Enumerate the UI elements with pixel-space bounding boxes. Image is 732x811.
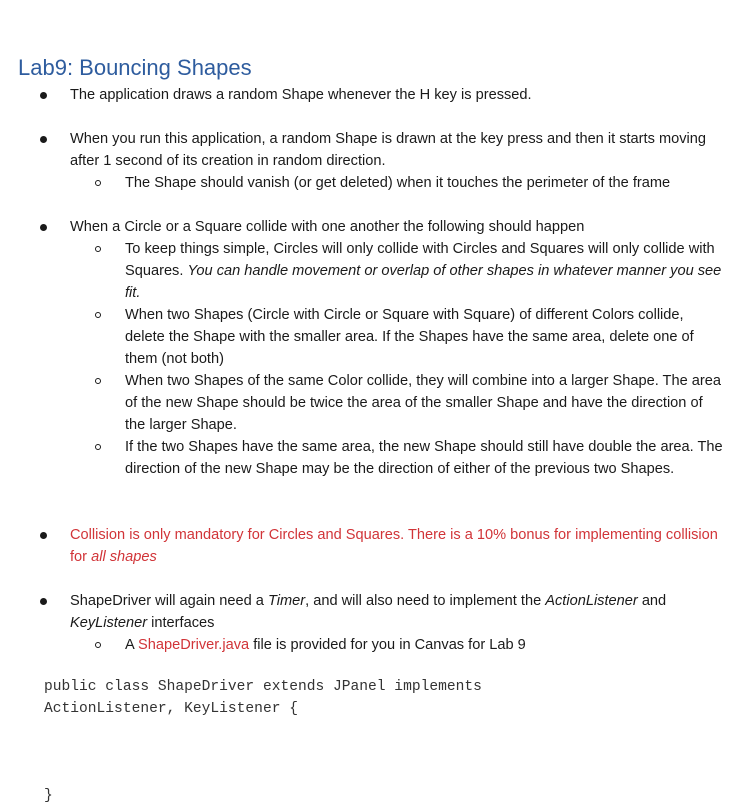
- bullet-bonus: [70, 524, 720, 568]
- bullet-text: interfaces: [151, 615, 215, 631]
- sub-bullet-circle: [95, 246, 101, 252]
- bullet-italic-text: all shapes: [91, 549, 157, 565]
- bullet-text: and: [641, 593, 667, 609]
- sub-bullet-circle: [95, 312, 101, 318]
- sub-bullet-same-area: [125, 436, 725, 480]
- bullet-text: file is provided for you in Canvas for Lab 9: [253, 637, 526, 653]
- bullet-text: When two Shapes of the same Color collide, they will combine into a larger Shape. The area of the new Shape should be twice the area of the smaller Shape and have the direction of the larger Shape.: [125, 373, 721, 433]
- bullet-text: Collision is only mandatory for Circles and Squares. There is a 10% bonus for implementing collision for: [70, 527, 718, 565]
- bullet-text: When you run this application, a random Shape is drawn at the key press and then it starts moving after 1 second of its creation in random direction.: [70, 131, 706, 169]
- sub-bullet-circle: [95, 444, 101, 450]
- sub-bullet-vanish: [125, 172, 725, 194]
- sub-bullet-file: [125, 634, 725, 656]
- bullet-text: If the two Shapes have the same area, the new Shape should still have double the area. The direction of the new Shape may be the direction of either of the previous two Shapes.: [125, 439, 723, 477]
- code-closing-brace: }: [44, 788, 53, 804]
- bullet-text: A: [125, 637, 134, 653]
- bullet-dot: [40, 92, 47, 99]
- bullet-dot: [40, 224, 47, 231]
- bullet-h-key: [70, 84, 720, 106]
- bullet-text: To keep things simple, Circles will only collide with Circles and Squares will only collide with Squares.: [125, 241, 715, 279]
- actionlistener-term: ActionListener: [545, 593, 638, 609]
- sub-bullet-circle: [95, 378, 101, 384]
- sub-bullet-circle: [95, 642, 101, 648]
- bullet-text: When two Shapes (Circle with Circle or Square with Square) of different Colors collide, delete the Shape with the smaller area. If the Shapes have the same area, delete one of them (not both): [125, 307, 694, 367]
- bullet-dot: [40, 598, 47, 605]
- sub-bullet-simple: [125, 238, 725, 304]
- sub-bullet-different-colors: [125, 304, 725, 370]
- sub-bullet-same-color: [125, 370, 725, 436]
- keylistener-term: KeyListener: [70, 615, 148, 631]
- bullet-italic-text: You can handle movement or overlap of other shapes in whatever manner you see fit.: [125, 263, 722, 301]
- code-line-1: public class ShapeDriver extends JPanel implements: [44, 679, 482, 695]
- bullet-shapedriver: [70, 590, 720, 634]
- bullet-text: ShapeDriver will again need a: [70, 593, 264, 609]
- shapedriver-file-link[interactable]: ShapeDriver.java: [138, 637, 250, 653]
- bullet-text: The application draws a random Shape whenever the H key is pressed.: [70, 87, 532, 103]
- bullet-text: , and will also need to implement the: [305, 593, 542, 609]
- page-title: Lab9: Bouncing Shapes: [18, 55, 252, 80]
- timer-term: Timer: [267, 593, 306, 609]
- bullet-collide: [70, 216, 720, 238]
- sub-bullet-circle: [95, 180, 101, 186]
- bullet-dot: [40, 532, 47, 539]
- bullet-dot: [40, 136, 47, 143]
- code-line-2: ActionListener, KeyListener {: [44, 701, 298, 717]
- bullet-text: When a Circle or a Square collide with one another the following should happen: [70, 219, 585, 235]
- bullet-text: The Shape should vanish (or get deleted) when it touches the perimeter of the frame: [125, 175, 671, 191]
- bullet-run-app: [70, 128, 720, 172]
